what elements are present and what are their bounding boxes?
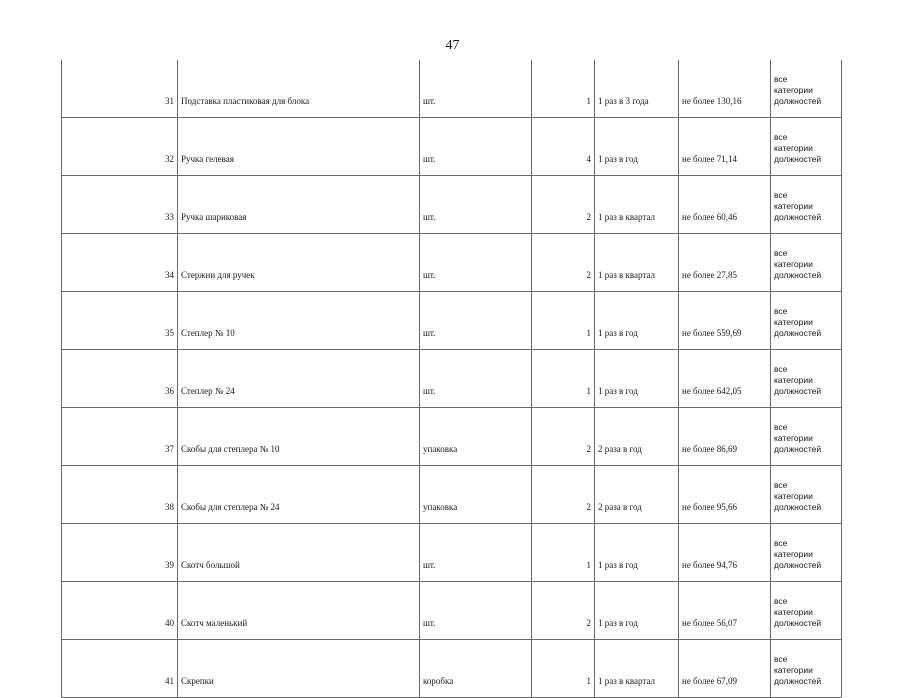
- category-line: категории: [774, 433, 813, 443]
- table-row: [62, 350, 842, 408]
- category-line: все: [774, 248, 788, 258]
- category-line: категории: [774, 317, 813, 327]
- category-line: все: [774, 74, 788, 84]
- category-line: все: [774, 190, 788, 200]
- position-category: [771, 466, 842, 524]
- category-line: категории: [774, 491, 813, 501]
- category-line: должностей: [774, 154, 822, 164]
- unit-of-measure: шт.: [420, 350, 532, 408]
- row-number: 39: [62, 524, 178, 582]
- category-line: категории: [774, 607, 813, 617]
- row-number: 32: [62, 118, 178, 176]
- category-line: должностей: [774, 96, 822, 106]
- table-row: [62, 582, 842, 640]
- row-number: 36: [62, 350, 178, 408]
- replacement-period: 1 раз в год: [595, 118, 679, 176]
- table-row: [62, 408, 842, 466]
- item-name: Скобы для степлера № 24: [178, 466, 420, 524]
- quantity: 1: [532, 60, 595, 118]
- row-number: 34: [62, 234, 178, 292]
- quantity: 2: [532, 466, 595, 524]
- table-row: [62, 176, 842, 234]
- category-line: должностей: [774, 270, 822, 280]
- table-row: [62, 118, 842, 176]
- category-line: все: [774, 596, 788, 606]
- quantity: 2: [532, 176, 595, 234]
- category-line: все: [774, 480, 788, 490]
- table-row: [62, 524, 842, 582]
- table-row: [62, 640, 842, 698]
- quantity: 2: [532, 234, 595, 292]
- replacement-period: 1 раз в год: [595, 524, 679, 582]
- category-line: все: [774, 306, 788, 316]
- row-number: 33: [62, 176, 178, 234]
- norms-table: [61, 60, 842, 698]
- page-number: 47: [445, 38, 460, 53]
- replacement-period: 1 раз в квартал: [595, 640, 679, 698]
- row-number: 37: [62, 408, 178, 466]
- row-number: 38: [62, 466, 178, 524]
- category-line: все: [774, 538, 788, 548]
- unit-of-measure: упаковка: [420, 466, 532, 524]
- price-limit: не более 67,09: [679, 640, 771, 698]
- table-row: [62, 60, 842, 118]
- replacement-period: 1 раз в год: [595, 292, 679, 350]
- category-line: должностей: [774, 212, 822, 222]
- position-category: [771, 640, 842, 698]
- unit-of-measure: шт.: [420, 60, 532, 118]
- quantity: 1: [532, 292, 595, 350]
- category-line: должностей: [774, 444, 822, 454]
- category-line: категории: [774, 201, 813, 211]
- price-limit: не более 71,14: [679, 118, 771, 176]
- quantity: 2: [532, 408, 595, 466]
- category-line: все: [774, 364, 788, 374]
- category-line: все: [774, 422, 788, 432]
- price-limit: не более 94,76: [679, 524, 771, 582]
- category-line: категории: [774, 549, 813, 559]
- row-number: 40: [62, 582, 178, 640]
- position-category: [771, 582, 842, 640]
- quantity: 2: [532, 582, 595, 640]
- price-limit: не более 56,07: [679, 582, 771, 640]
- unit-of-measure: шт.: [420, 234, 532, 292]
- table-row: [62, 234, 842, 292]
- quantity: 1: [532, 640, 595, 698]
- position-category: [771, 350, 842, 408]
- replacement-period: 2 раза в год: [595, 466, 679, 524]
- row-number: 31: [62, 60, 178, 118]
- category-line: все: [774, 132, 788, 142]
- item-name: Скотч маленький: [178, 582, 420, 640]
- replacement-period: 1 раз в квартал: [595, 234, 679, 292]
- price-limit: не более 642,05: [679, 350, 771, 408]
- replacement-period: 1 раз в квартал: [595, 176, 679, 234]
- category-line: категории: [774, 85, 813, 95]
- category-line: категории: [774, 665, 813, 675]
- category-line: должностей: [774, 560, 822, 570]
- row-number: 41: [62, 640, 178, 698]
- price-limit: не более 130,16: [679, 60, 771, 118]
- category-line: должностей: [774, 328, 822, 338]
- item-name: Степлер № 24: [178, 350, 420, 408]
- position-category: [771, 408, 842, 466]
- position-category: [771, 234, 842, 292]
- item-name: Подставка пластиковая для блока: [178, 60, 420, 118]
- item-name: Скрепки: [178, 640, 420, 698]
- category-line: должностей: [774, 386, 822, 396]
- table-row: [62, 292, 842, 350]
- price-limit: не более 60,46: [679, 176, 771, 234]
- quantity: 1: [532, 524, 595, 582]
- position-category: [771, 292, 842, 350]
- category-line: категории: [774, 375, 813, 385]
- item-name: Степлер № 10: [178, 292, 420, 350]
- category-line: все: [774, 654, 788, 664]
- replacement-period: 2 раза в год: [595, 408, 679, 466]
- category-line: категории: [774, 259, 813, 269]
- row-number: 35: [62, 292, 178, 350]
- unit-of-measure: шт.: [420, 524, 532, 582]
- item-name: Стержни для ручек: [178, 234, 420, 292]
- unit-of-measure: шт.: [420, 582, 532, 640]
- item-name: Ручка гелевая: [178, 118, 420, 176]
- item-name: Скобы для степлера № 10: [178, 408, 420, 466]
- unit-of-measure: шт.: [420, 118, 532, 176]
- category-line: должностей: [774, 502, 822, 512]
- item-name: Ручка шариковая: [178, 176, 420, 234]
- price-limit: не более 86,69: [679, 408, 771, 466]
- price-limit: не более 559,69: [679, 292, 771, 350]
- position-category: [771, 60, 842, 118]
- unit-of-measure: коробка: [420, 640, 532, 698]
- price-limit: не более 27,85: [679, 234, 771, 292]
- table-body: [62, 60, 842, 698]
- quantity: 1: [532, 350, 595, 408]
- position-category: [771, 524, 842, 582]
- position-category: [771, 118, 842, 176]
- unit-of-measure: шт.: [420, 292, 532, 350]
- replacement-period: 1 раз в 3 года: [595, 60, 679, 118]
- unit-of-measure: шт.: [420, 176, 532, 234]
- category-line: должностей: [774, 676, 822, 686]
- price-limit: не более 95,66: [679, 466, 771, 524]
- category-line: должностей: [774, 618, 822, 628]
- position-category: [771, 176, 842, 234]
- replacement-period: 1 раз в год: [595, 350, 679, 408]
- quantity: 4: [532, 118, 595, 176]
- item-name: Скотч большой: [178, 524, 420, 582]
- unit-of-measure: упаковка: [420, 408, 532, 466]
- replacement-period: 1 раз в год: [595, 582, 679, 640]
- category-line: категории: [774, 143, 813, 153]
- table-row: [62, 466, 842, 524]
